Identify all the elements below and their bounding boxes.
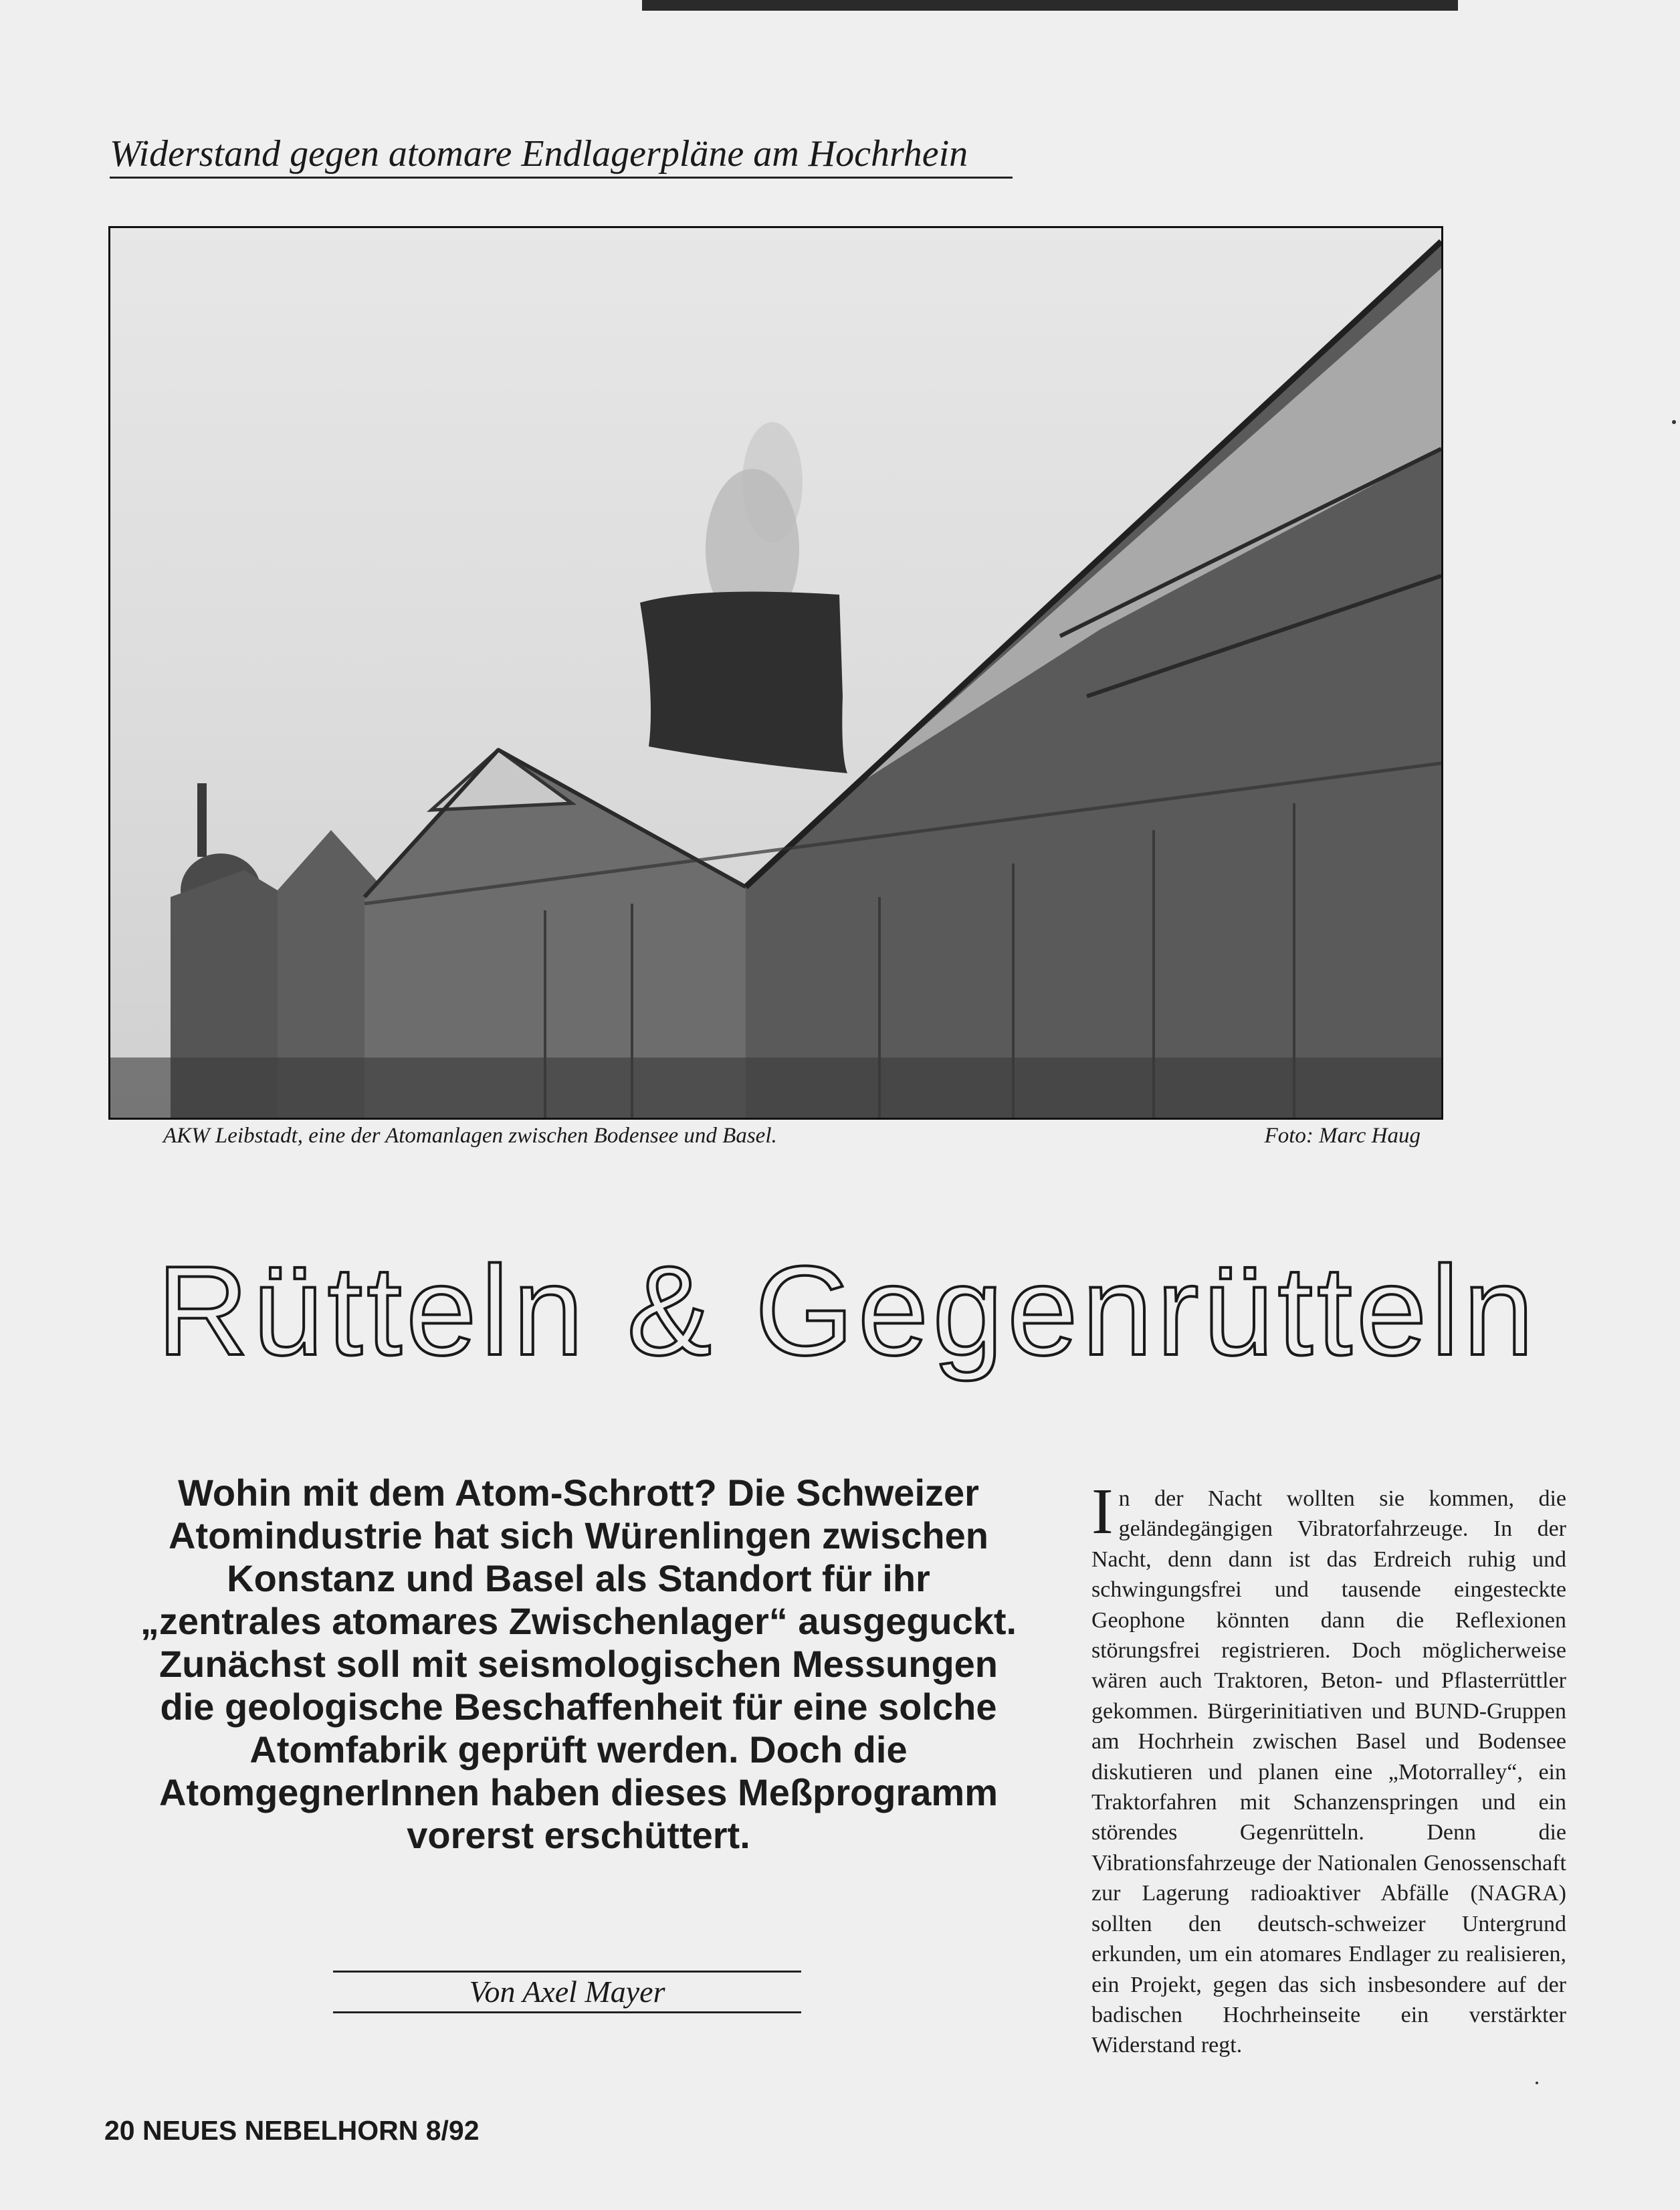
photo-caption: AKW Leibstadt, eine der Atomanlagen zwischen Bodensee und Basel.	[163, 1124, 777, 1148]
print-speck	[1536, 2082, 1538, 2084]
page-footer: 20 NEUES NEBELHORN 8/92	[104, 2115, 480, 2146]
lead-paragraph: Wohin mit dem Atom-Schrott? Die Schweizer Atomindustrie hat sich Würenlingen zwischen Konstanz und Basel als Standort für ihr „zentrales atomares Zwischenlager“ ausgeguckt. Zunächst soll mit seismologischen Messungen die geologische Beschaffenheit für eine solche Atomfabrik geprüft werden. Doch die AtomgegnerInnen haben dieses Meßprogramm vorerst erschüttert.	[140, 1472, 1017, 1856]
byline: Von Axel Mayer	[333, 1971, 801, 2013]
kicker-title: Widerstand gegen atomare Endlagerpläne am Hochrhein	[110, 131, 1013, 179]
photo-akw-leibstadt	[108, 226, 1443, 1120]
photo-caption-row	[163, 1121, 1421, 1150]
article-body-text: n der Nacht wollten sie kommen, die geländegängigen Vibratorfahrzeuge. In der Nacht, denn dann ist das Erdreich ruhig und schwingungsfrei und tausende eingesteckte Geophone könnten dann die Reflexionen störungsfrei registrieren. Doch möglicherweise wären auch Traktoren, Beton- und Pflasterrüttler gekommen. Bürgerinitiativen und BUND-Gruppen am Hochrhein zwischen Basel und Bodensee diskutieren und planen eine „Motorralley“, ein Traktorfahren mit Schanzenspringen und ein störendes Gegenrütteln. Denn die Vibrationsfahrzeuge der Nationalen Genossenschaft zur Lagerung radioaktiver Abfälle (NAGRA) sollten den deutsch-schweizer Untergrund erkunden, um ein atomares Endlager zu realisieren, ein Projekt, gegen das sich insbesondere auf der badischen Hochrheinseite ein verstärkter Widerstand regt.	[1091, 1486, 1566, 2058]
headline	[128, 1217, 1566, 1398]
article-body	[1091, 1476, 1566, 2061]
page-top-edge	[642, 0, 1458, 11]
headline-text: Rütteln & Gegenrütteln	[156, 1240, 1538, 1382]
photo-credit: Foto: Marc Haug	[1264, 1124, 1421, 1148]
print-speck	[1672, 420, 1676, 424]
drop-cap: I	[1091, 1476, 1114, 1548]
